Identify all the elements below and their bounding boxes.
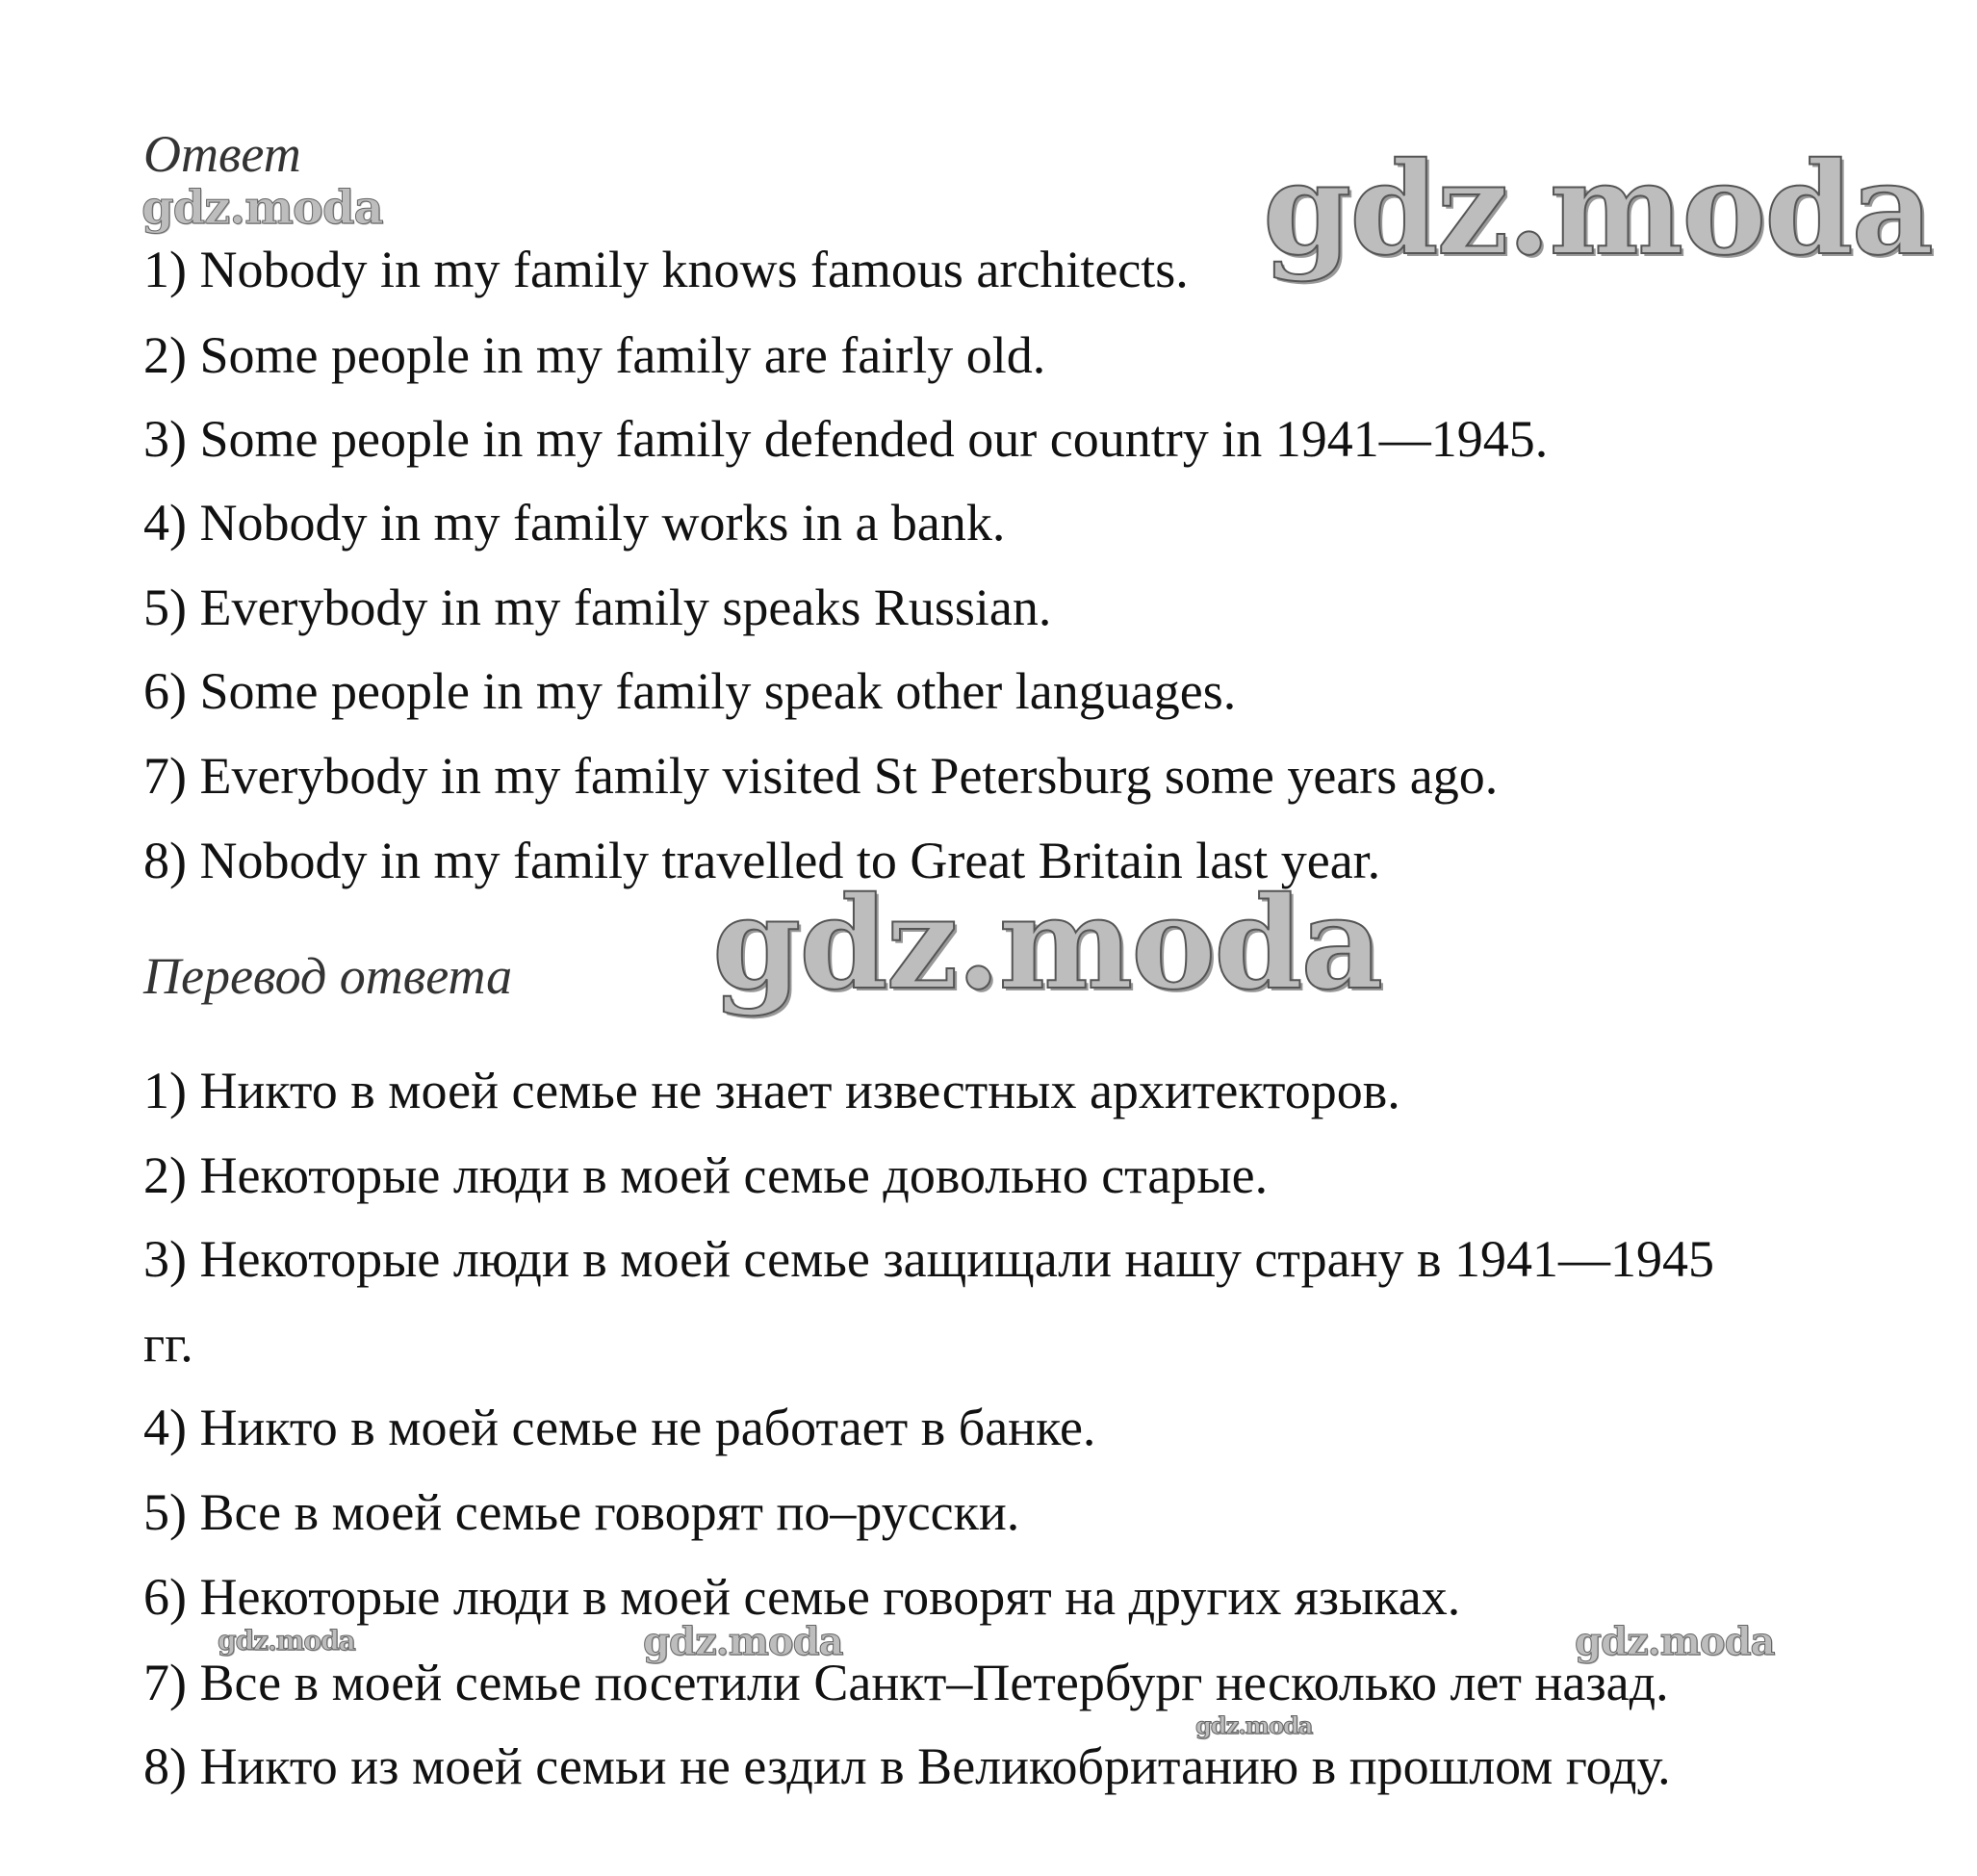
watermark-small-1: gdz.moda xyxy=(218,1625,355,1657)
translation-item: 7) Все в моей семье посетили Санкт–Петербург несколько лет назад. xyxy=(143,1654,1669,1711)
watermark-small-4: gdz.moda xyxy=(1195,1711,1313,1739)
answer-heading: Ответ xyxy=(143,125,301,183)
translation-item: 1) Никто в моей семье не знает известных архитекторов. xyxy=(143,1062,1400,1119)
watermark-small-3: gdz.moda xyxy=(1575,1619,1775,1664)
answer-item: 5) Everybody in my family speaks Russian. xyxy=(143,578,1052,636)
translation-item: 8) Никто из моей семьи не ездил в Великобританию в прошлом году. xyxy=(143,1737,1671,1795)
watermark-small-top: gdz.moda xyxy=(141,181,383,235)
watermark-large-middle: gdz.moda xyxy=(712,869,1382,1018)
translation-item: гг. xyxy=(143,1315,193,1373)
translation-heading: Перевод ответа xyxy=(143,947,513,1005)
translation-item: 3) Некоторые люди в моей семье защищали нашу страну в 1941—1945 xyxy=(143,1230,1715,1288)
answer-item: 2) Some people in my family are fairly old. xyxy=(143,326,1046,384)
translation-item: 2) Некоторые люди в моей семье довольно старые. xyxy=(143,1146,1269,1204)
answer-item: 7) Everybody in my family visited St Petersburg some years ago. xyxy=(143,747,1499,805)
answer-item: 1) Nobody in my family knows famous architects. xyxy=(143,241,1189,298)
translation-item: 4) Никто в моей семье не работает в банке. xyxy=(143,1399,1096,1456)
answer-item: 6) Some people in my family speak other languages. xyxy=(143,662,1237,720)
watermark-small-2: gdz.moda xyxy=(643,1619,843,1664)
translation-item: 5) Все в моей семье говорят по–русски. xyxy=(143,1483,1020,1541)
answer-item: 8) Nobody in my family travelled to Great Britain last year. xyxy=(143,832,1381,889)
watermark-large-top: gdz.moda xyxy=(1263,135,1933,284)
translation-item: 6) Некоторые люди в моей семье говорят на других языках. xyxy=(143,1568,1461,1626)
answer-item: 4) Nobody in my family works in a bank. xyxy=(143,494,1006,552)
answer-item: 3) Some people in my family defended our country in 1941—1945. xyxy=(143,410,1549,468)
